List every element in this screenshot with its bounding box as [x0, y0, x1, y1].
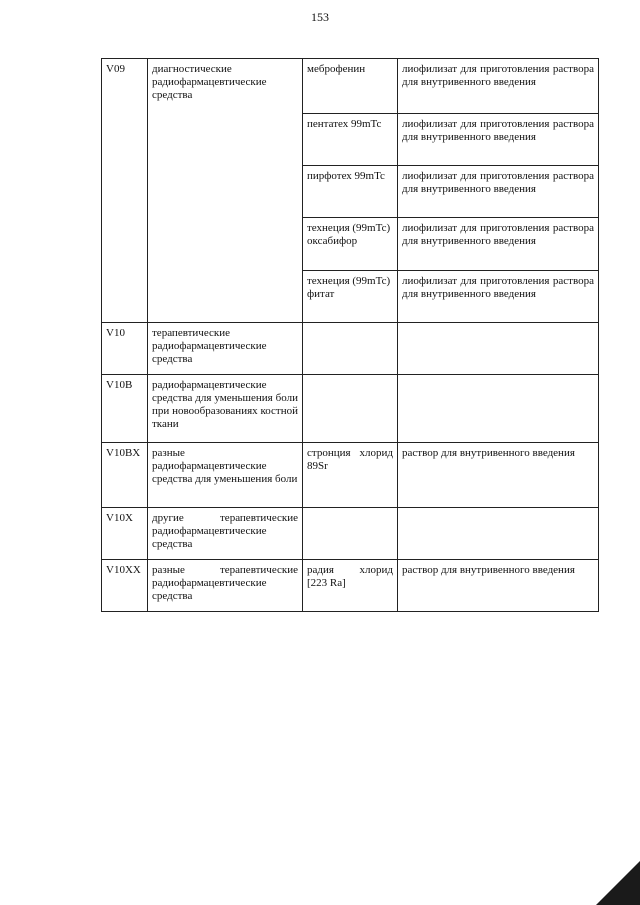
atc-drug-table	[101, 58, 599, 612]
substance-cell: радия хлорид [223 Ra]	[303, 560, 398, 612]
dosage-form-cell	[398, 508, 599, 560]
atc-group-cell: другие терапевтические радиофармацевтические средства	[148, 508, 303, 560]
table-row	[102, 323, 599, 375]
substance-cell: пирфотех 99mTc	[303, 166, 398, 218]
atc-code-cell: V10X	[102, 508, 148, 560]
table-row	[102, 375, 599, 443]
scan-corner-mark	[596, 861, 640, 905]
dosage-form-cell: лиофилизат для приготовления раствора для внутривенного введения	[398, 166, 599, 218]
substance-cell	[303, 375, 398, 443]
atc-code-cell: V10BX	[102, 443, 148, 508]
atc-group-cell: диагностические радиофармацевтические средства	[148, 59, 303, 323]
atc-code-cell: V10	[102, 323, 148, 375]
dosage-form-cell: лиофилизат для приготовления раствора для внутривенного введения	[398, 218, 599, 271]
dosage-form-cell: раствор для внутривенного введения	[398, 560, 599, 612]
substance-cell: пентатех 99mTc	[303, 114, 398, 166]
substance-cell	[303, 323, 398, 375]
page-number: 153	[311, 10, 329, 24]
atc-group-cell: терапевтические радиофармацевтические средства	[148, 323, 303, 375]
dosage-form-cell: лиофилизат для приготовления раствора для внутривенного введения	[398, 271, 599, 323]
dosage-form-cell	[398, 323, 599, 375]
substance-cell: меброфенин	[303, 59, 398, 114]
substance-cell: технеция (99mTc) фитат	[303, 271, 398, 323]
atc-code-cell: V10B	[102, 375, 148, 443]
atc-group-cell: радиофармацевтические средства для уменьшения боли при новообразованиях костной ткани	[148, 375, 303, 443]
dosage-form-cell: лиофилизат для приготовления раствора для внутривенного введения	[398, 59, 599, 114]
substance-cell	[303, 508, 398, 560]
dosage-form-cell: лиофилизат для приготовления раствора для внутривенного введения	[398, 114, 599, 166]
dosage-form-cell: раствор для внутривенного введения	[398, 443, 599, 508]
substance-cell: технеция (99mTc) оксабифор	[303, 218, 398, 271]
substance-cell: стронция хлорид 89Sr	[303, 443, 398, 508]
atc-code-cell: V10XX	[102, 560, 148, 612]
atc-group-cell: разные радиофармацевтические средства для уменьшения боли	[148, 443, 303, 508]
table-row	[102, 443, 599, 508]
table-row	[102, 560, 599, 612]
table-row	[102, 508, 599, 560]
dosage-form-cell	[398, 375, 599, 443]
table-row	[102, 59, 599, 114]
atc-code-cell: V09	[102, 59, 148, 323]
atc-group-cell: разные терапевтические радиофармацевтические средства	[148, 560, 303, 612]
